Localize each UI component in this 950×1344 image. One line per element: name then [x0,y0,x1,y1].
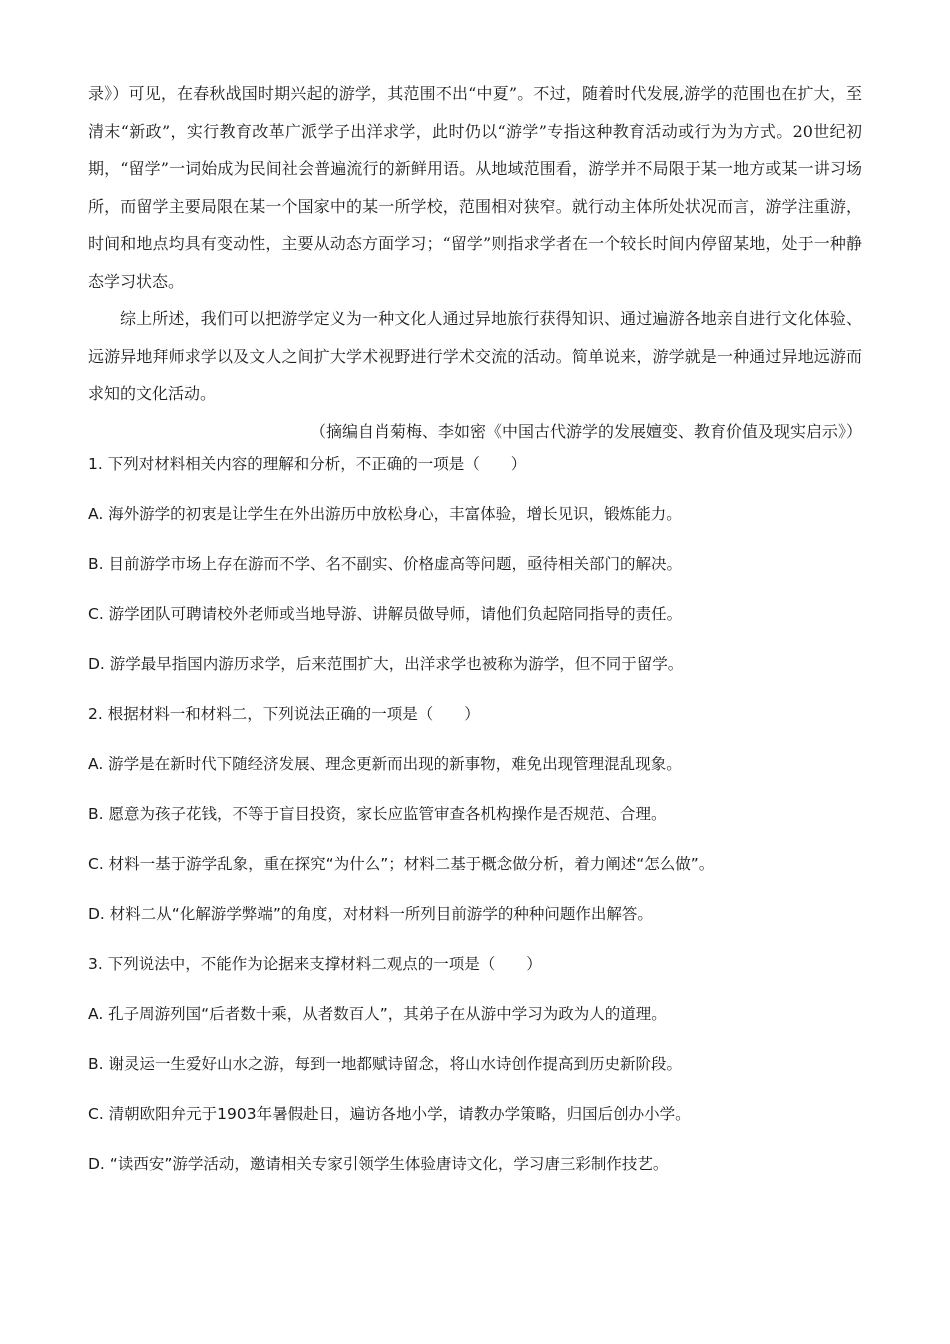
answer-option: A. 海外游学的初衷是让学生在外出游历中放松身心，丰富体验，增长见识，锻炼能力。 [88,505,682,523]
passage-paragraph: 综上所述，我们可以把游学定义为一种文化人通过异地旅行获得知识、通过遍游各地亲自进行文化体验、远游异地拜师求学以及文人之间扩大学术视野进行学术交流的活动。简单说来，游学就是一种通过异地远游而求知的文化活动。 [88,309,862,403]
answer-option: C. 游学团队可聘请校外老师或当地导游、讲解员做导师，请他们负起陪同指导的责任。 [88,605,683,623]
answer-option: D. 游学最早指国内游历求学，后来范围扩大，出洋求学也被称为游学，但不同于留学。 [88,655,684,673]
question-stem: 2. 根据材料一和材料二，下列说法正确的一项是（ ） [88,705,480,723]
answer-option: A. 游学是在新时代下随经济发展、理念更新而出现的新事物，难免出现管理混乱现象。 [88,755,682,773]
answer-option: C. 材料一基于游学乱象，重在探究“为什么”；材料二基于概念做分析，着力阐述“怎么做”。 [88,855,715,873]
answer-option: B. 目前游学市场上存在游而不学、名不副实、价格虚高等问题，亟待相关部门的解决。 [88,555,682,573]
question-stem: 3. 下列说法中，不能作为论据来支撑材料二观点的一项是（ ） [88,955,542,973]
answer-option: B. 愿意为孩子花钱，不等于盲目投资，家长应监管审查各机构操作是否规范、合理。 [88,805,667,823]
reading-passage [88,75,862,450]
passage-paragraph: 录》）可见，在春秋战国时期兴起的游学，其范围不出“中夏”。不过，随着时代发展,游学的范围也在扩大，至清末“新政”，实行教育改革广派学子出洋求学，此时仍以“游学”专指这种教育活动或行为为方式。20世纪初期，“留学”一词始成为民间社会普遍流行的新鲜用语。从地域范围看，游学并不局限于某一地方或某一讲习场所，而留学主要局限在某一个国家中的某一所学校，范围相对狭窄。就行动主体所处状况而言，游学注重游，时间和地点均具有变动性，主要从动态方面学习；“留学”则指求学者在一个较长时间内停留某地，处于一种静态学习状态。 [88,84,862,291]
answer-option: A. 孔子周游列国“后者数十乘，从者数百人”，其弟子在从游中学习为政为人的道理。 [88,1005,667,1023]
answer-option: D. “读西安”游学活动，邀请相关专家引领学生体验唐诗文化，学习唐三彩制作技艺。 [88,1155,669,1173]
answer-option: D. 材料二从“化解游学弊端”的角度，对材料一所列目前游学的种种问题作出解答。 [88,905,653,923]
answer-option: C. 清朝欧阳弁元于1903年暑假赴日，遍访各地小学，请教办学策略，归国后创办小学。 [88,1105,691,1123]
answer-option: B. 谢灵运一生爱好山水之游，每到一地都赋诗留念，将山水诗创作提高到历史新阶段。 [88,1055,682,1073]
question-list [88,452,862,1202]
question-stem: 1. 下列对材料相关内容的理解和分析，不正确的一项是（ ） [88,455,527,473]
passage-source: （摘编自肖菊梅、李如密《中国古代游学的发展嬗变、教育价值及现实启示》） [309,421,862,441]
